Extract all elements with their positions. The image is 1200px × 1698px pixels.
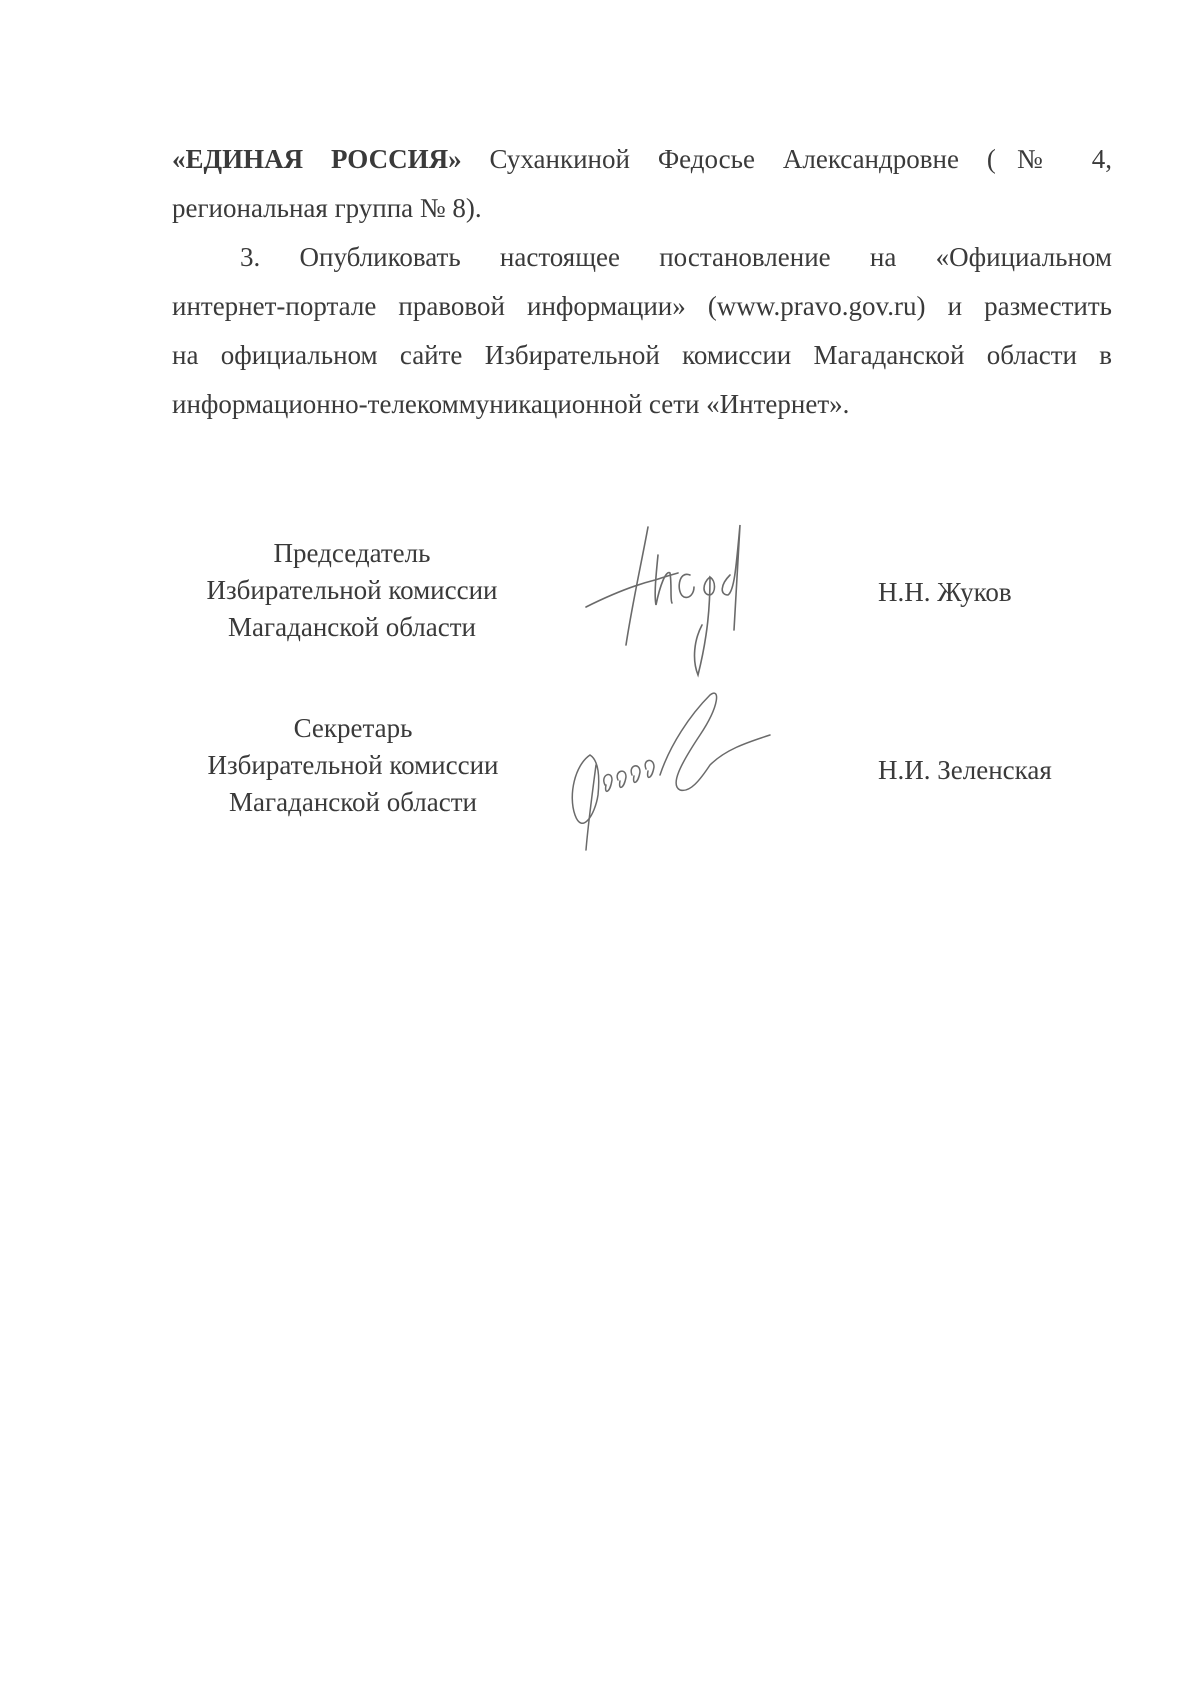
text-line: интернет-портале правовой информации» (www.pravo.gov.ru) и разместить <box>172 291 1112 321</box>
text-fragment: Суханкиной Федосье Александровне (№ 4, <box>489 144 1112 174</box>
party-name: «ЕДИНАЯ РОССИЯ» <box>172 144 462 174</box>
text-line: региональная группа № 8). <box>172 193 482 223</box>
title-line: Секретарь <box>293 713 413 743</box>
secretary-signature-icon <box>560 685 790 855</box>
title-line: Избирательной комиссии <box>207 750 499 780</box>
secretary-name: Н.И. Зеленская <box>878 755 1052 785</box>
secretary-title <box>183 710 523 821</box>
chairman-title <box>182 535 522 646</box>
text-line: на официальном сайте Избирательной комиссии Магаданской области в <box>172 340 1112 370</box>
paragraph-continuation <box>172 135 1112 233</box>
title-line: Магаданской области <box>228 612 476 642</box>
chairman-signature-icon <box>580 515 790 690</box>
title-line: Председатель <box>273 538 431 568</box>
text-line: 3. Опубликовать настоящее постановление на «Официальном <box>240 242 1112 272</box>
paragraph-3 <box>172 233 1112 429</box>
text-line <box>172 135 1112 184</box>
text-line: информационно-телекоммуникационной сети «Интернет». <box>172 389 850 419</box>
title-line: Магаданской области <box>229 787 477 817</box>
title-line: Избирательной комиссии <box>206 575 498 605</box>
chairman-name: Н.Н. Жуков <box>878 577 1012 607</box>
